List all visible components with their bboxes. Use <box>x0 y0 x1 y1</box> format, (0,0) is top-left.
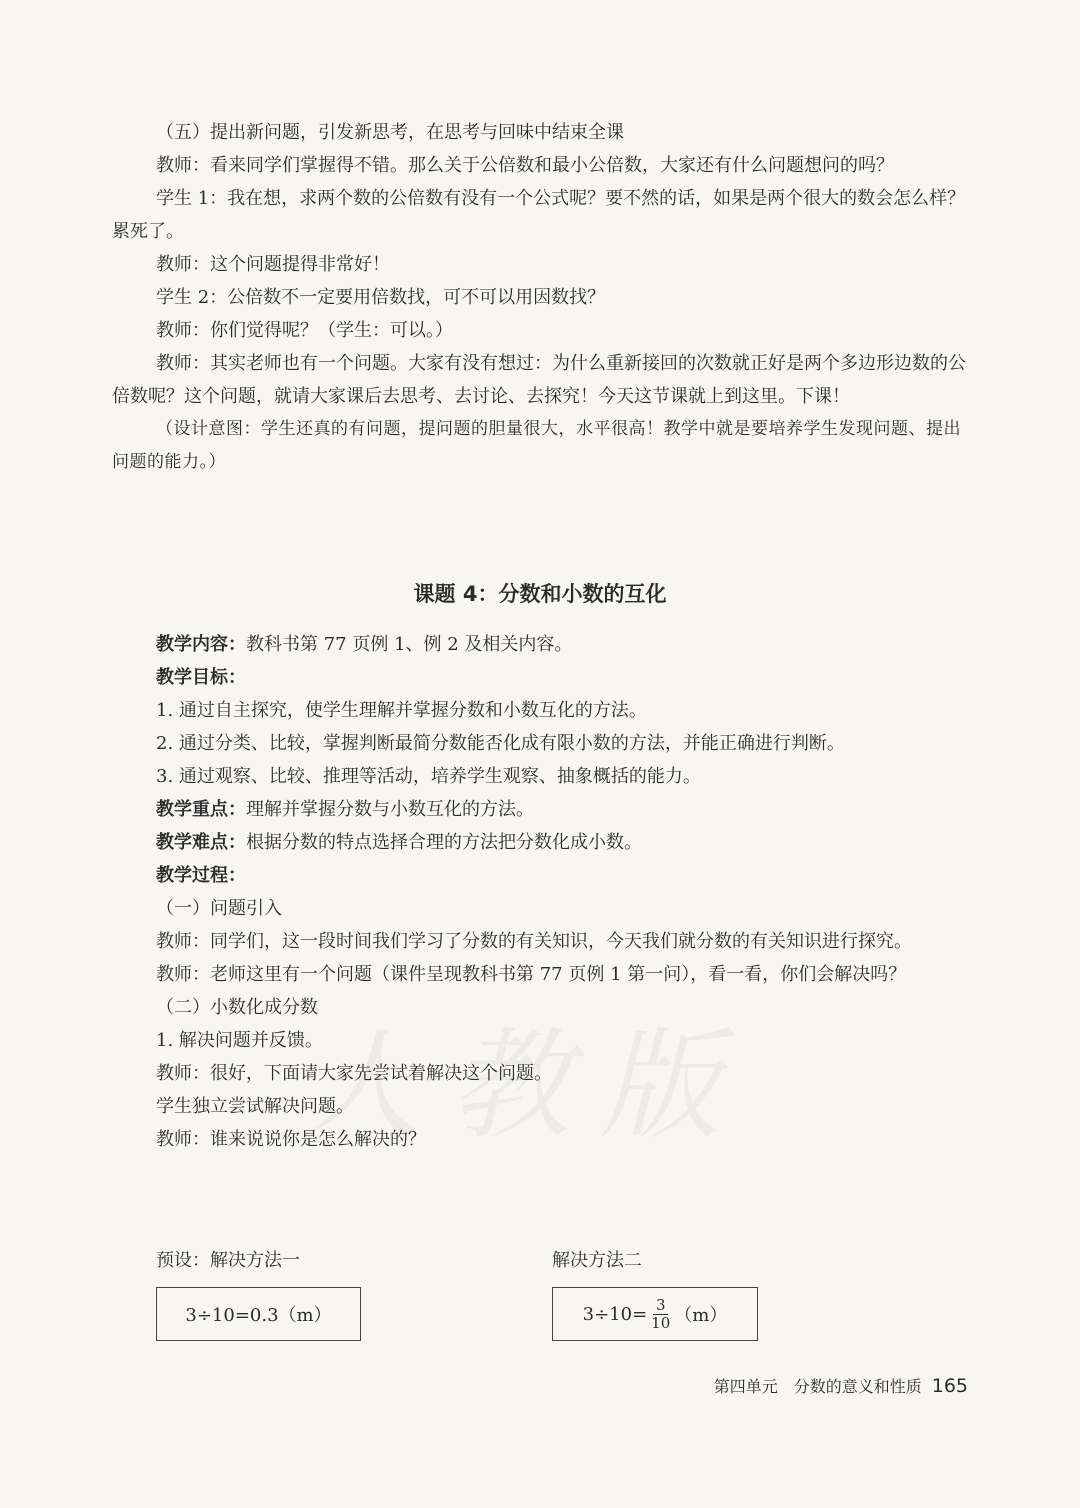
content-label: 教学内容： <box>156 634 246 655</box>
paragraph: 1. 解决问题并反馈。 <box>156 1030 323 1051</box>
method2-suffix: （m） <box>674 1305 728 1326</box>
paragraph: 教师：同学们，这一段时间我们学习了分数的有关知识，今天我们就分数的有关知识进行探究。 <box>156 931 912 952</box>
part2-heading: （二）小数化成分数 <box>156 997 318 1018</box>
paragraph: 学生 2：公倍数不一定要用倍数找，可不可以用因数找？ <box>156 287 606 308</box>
paragraph: 学生独立尝试解决问题。 <box>156 1096 354 1117</box>
paragraph: 教师：老师这里有一个问题（课件呈现教科书第 77 页例 1 第一问），看一看，你们会解决吗？ <box>156 964 907 985</box>
method1-formula: 3÷10=0.3（m） <box>185 1305 332 1326</box>
paragraph: 学生 1：我在想，求两个数的公倍数有没有一个公式呢？要不然的话，如果是两个很大的数会怎么样？累死了。 <box>112 188 966 242</box>
unit-title: 第四单元 分数的意义和性质 <box>713 1377 922 1396</box>
fraction-numerator: 3 <box>653 1297 669 1315</box>
part1-heading: （一）问题引入 <box>156 898 282 919</box>
method2-box <box>552 1287 758 1341</box>
key-line <box>112 793 972 826</box>
fraction-denominator: 10 <box>651 1313 671 1332</box>
lesson-title: 课题 4：分数和小数的互化 <box>413 582 667 606</box>
section5-heading: （五）提出新问题，引发新思考，在思考与回味中结束全课 <box>156 122 624 143</box>
content-line <box>112 628 972 661</box>
paragraph: 教师：谁来说说你是怎么解决的？ <box>156 1129 426 1150</box>
key-label: 教学重点： <box>156 799 246 820</box>
design-note: （设计意图：学生还真的有问题，提问题的胆量很大，水平很高！教学中就是要培养学生发现问题、提出问题的能力。） <box>112 419 961 472</box>
lesson-block <box>112 628 972 1156</box>
difficulty-label: 教学难点： <box>156 832 246 853</box>
paragraph: 教师：你们觉得呢？（学生：可以。） <box>156 320 453 341</box>
process-label: 教学过程： <box>156 865 246 886</box>
paragraph: 教师：看来同学们掌握得不错。那么关于公倍数和最小公倍数，大家还有什么问题想问的吗？ <box>156 155 894 176</box>
content-text: 教科书第 77 页例 1、例 2 及相关内容。 <box>246 634 573 655</box>
page-footer <box>714 1374 968 1397</box>
paragraph: 教师：很好，下面请大家先尝试着解决这个问题。 <box>156 1063 552 1084</box>
goal-item: 1. 通过自主探究，使学生理解并掌握分数和小数互化的方法。 <box>156 700 647 721</box>
paragraph: 教师：其实老师也有一个问题。大家有没有想过：为什么重新接回的次数就正好是两个多边形边数的公倍数呢？这个问题，就请大家课后去思考、去讨论、去探究！今天这节课就上到这里。下课！ <box>112 353 966 407</box>
section5-block <box>112 116 972 479</box>
key-text: 理解并掌握分数与小数互化的方法。 <box>246 799 534 820</box>
method1-label: 预设：解决方法一 <box>156 1250 300 1271</box>
goal-item: 3. 通过观察、比较、推理等活动，培养学生观察、抽象概括的能力。 <box>156 766 701 787</box>
goal-item: 2. 通过分类、比较，掌握判断最简分数能否化成有限小数的方法，并能正确进行判断。 <box>156 733 845 754</box>
page-number: 165 <box>931 1375 968 1397</box>
goals-label: 教学目标： <box>156 667 246 688</box>
fraction <box>651 1297 670 1332</box>
goals-line <box>112 661 972 694</box>
process-line <box>112 859 972 892</box>
method1-box <box>156 1287 361 1341</box>
method2-label: 解决方法二 <box>552 1250 642 1271</box>
difficulty-text: 根据分数的特点选择合理的方法把分数化成小数。 <box>246 832 642 853</box>
difficulty-line <box>112 826 972 859</box>
paragraph: 教师：这个问题提得非常好！ <box>156 254 390 275</box>
method2-prefix: 3÷10= <box>582 1303 648 1325</box>
